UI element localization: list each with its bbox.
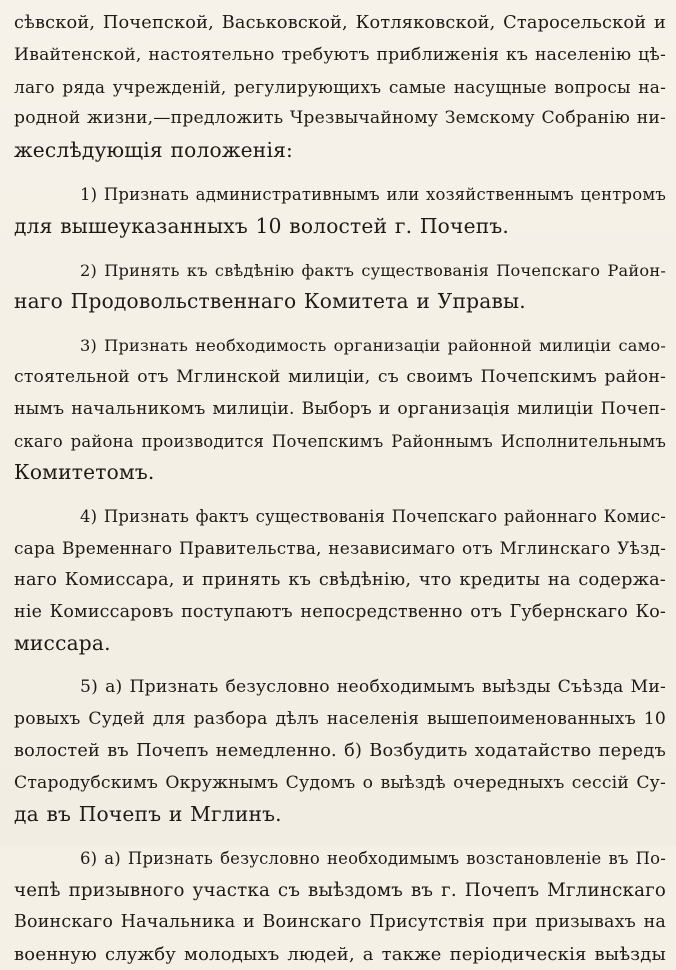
text-line: 6) а) Признать безусловно необходимымъ возстановленіе въ По- <box>80 849 666 869</box>
text-line: Стародубскимъ Окружнымъ Судомъ о выѣздѣ очередныхъ сессій Су- <box>14 772 666 793</box>
text-line: волостей въ Почепъ немедленно. б) Возбудить ходатайство передъ <box>14 740 666 761</box>
text-line: для вышеуказанныхъ 10 волостей г. Почепъ. <box>14 213 510 238</box>
text-line: 1) Признать административнымъ или хозяйственнымъ центромъ <box>80 184 666 204</box>
text-line: родной жизни,—предложить Чрезвычайному Земскому Собранію ни- <box>14 108 667 129</box>
text-line: миссара. <box>14 631 111 656</box>
text-line: Воинскаго Начальника и Воинскаго Присутствія при призывахъ на <box>14 911 666 932</box>
text-line: лаго ряда учрежденій, регулирующихъ самые насущные вопросы на- <box>14 76 666 97</box>
document-text <box>14 8 666 970</box>
text-line: сара Временнаго Правительства, независимаго отъ Мглинскаго Уѣзд- <box>14 537 666 558</box>
intro-paragraph <box>14 8 666 167</box>
text-line: наго Продовольственнаго Комитета и Управы. <box>14 289 526 314</box>
text-line: Комитетомъ. <box>14 460 155 485</box>
item-3-paragraph <box>14 330 666 489</box>
text-line: скаго района производится Почепскимъ Районнымъ Исполнительнымъ <box>14 431 666 451</box>
item-4-paragraph <box>14 501 666 660</box>
text-line: 4) Признать фактъ существованія Почепскаго районнаго Комис- <box>80 507 666 527</box>
item-5-paragraph <box>14 672 666 831</box>
text-line: наго Комиссара, и принять къ свѣдѣнію, что кредиты на содержа- <box>14 569 666 590</box>
text-line: сѣвской, Почепской, Васьковской, Котляковской, Старосельской и <box>14 13 666 33</box>
item-1-paragraph <box>14 179 666 243</box>
item-2-paragraph <box>14 255 666 319</box>
text-line: жеслѣдующія положенія: <box>14 138 294 163</box>
text-line: да въ Почепъ и Мглинъ. <box>14 802 282 827</box>
text-line: Ивайтенской, настоятельно требуютъ приближенія къ населенію цѣ- <box>14 44 666 65</box>
text-line: ніе Комиссаровъ поступаютъ непосредственно отъ Губернскаго Ко- <box>14 601 666 622</box>
item-6-paragraph <box>14 843 666 970</box>
text-line: ровыхъ Судей для разбора дѣлъ населенія вышепоименованныхъ 10 <box>14 708 666 729</box>
text-line: чепѣ призывного участка съ выѣздомъ въ г. Почепъ Мглинскаго <box>14 879 666 901</box>
text-line: 3) Признать необходимость организаціи районной милиціи само- <box>80 336 666 356</box>
text-line: стоятельной отъ Мглинской милиціи, съ своимъ Почепскимъ район- <box>14 366 666 387</box>
text-line: 5) а) Признать безусловно необходимымъ выѣзды Съѣзда Ми- <box>80 677 666 698</box>
text-line: нымъ начальникомъ милиціи. Выборъ и организація милиціи Почеп- <box>14 398 666 419</box>
text-line: военную службу молодыхъ людей, а также періодическія выѣзды <box>14 943 666 965</box>
text-line: 2) Принять къ свѣдѣнію фактъ существованія Почепскаго Район- <box>80 260 666 280</box>
